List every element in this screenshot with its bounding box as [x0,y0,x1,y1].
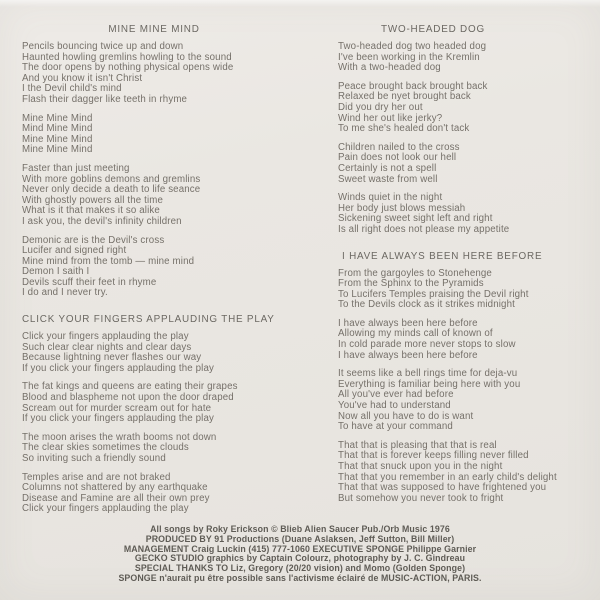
lyric-line: And you know it isn't Christ [22,72,143,84]
lyric-line: In cold parade more never stops to slow [338,339,516,351]
stanza [22,164,316,228]
song-title: I HAVE ALWAYS BEEN HERE BEFORE [342,250,543,262]
lyric-line: Sweet waste from well [338,173,438,185]
lyric-line: I've been working in the Kremlin [338,51,480,63]
lyric-line: Everything is familiar being here with you [338,378,521,390]
lyric-line: Children nailed to the cross [338,141,460,153]
song-title: CLICK YOUR FINGERS APPLAUDING THE PLAY [22,314,275,326]
credit-line: SPECIAL THANKS TO Liz, Gregory (20/20 vision) and Momo (Golden Sponge) [134,563,466,574]
lyric-line: Temples arise and are not braked [22,471,171,483]
lyric-line: I have always been here before [338,317,478,329]
lyric-line: Certainly is not a spell [338,162,437,174]
song-section [338,24,592,236]
lyric-line: Sickening sweet sight left and right [338,213,493,225]
lyric-line: Lucifer and signed right [22,245,127,257]
lyric-line: To the Devils clock as it strikes midnight [338,299,515,311]
lyric-line: That that is forever keeps filling never filled [338,450,529,462]
credit-line: PRODUCED BY 91 Productions (Duane Aslaksen, Jeff Sutton, Bill Miller) [145,533,455,544]
credit-line: All songs by Roky Erickson © Blieb Alien Saucer Pub./Orb Music 1976 [150,524,450,534]
lyric-line: If you click your fingers applauding the play [22,362,214,374]
credit-line: GECKO STUDIO graphics by Captain Colourz, photography by J. C. Gindreau [134,553,466,564]
lyric-line: With a two-headed dog [338,62,441,74]
lyric-line: Peace brought back brought back [338,80,488,92]
lyric-line: Faster than just meeting [22,162,130,174]
lyric-line: With ghostly powers all the time [22,194,164,206]
stanza [22,433,316,465]
lyric-line: I do and I never try. [22,287,108,299]
stanza [22,236,316,300]
lyric-line: Columns not shattered by any earthquake [22,482,208,494]
lyric-line: Mine Mine Mind [22,133,93,145]
lyric-line: Mine mind from the tomb — mine mind [22,255,195,267]
lyric-line: Wind her out like jerky? [338,112,443,124]
lyrics-column-right [338,24,592,504]
lyric-line: To have at your command [338,421,453,433]
lyric-line: Now all you have to do is want [338,410,474,422]
stanza [22,473,316,515]
lyric-line: Her body just blows messiah [338,202,466,214]
lyric-line: Mind Mine Mind [22,123,93,135]
lyric-line: I ask you, the devil's infinity children [22,215,182,227]
lyric-line: All you've ever had before [338,389,454,401]
lyric-line: Two-headed dog two headed dog [338,41,487,52]
stanza [338,193,592,235]
stanza [338,143,592,185]
lyric-line: From the gargoyles to Stonehenge [338,267,492,279]
lyric-line: That that snuck upon you in the night [338,461,503,472]
stanza [338,319,592,361]
lyric-line: To Lucifers Temples praising the Devil right [338,288,529,300]
lyric-line: Mine Mine Mind [22,112,93,124]
lyrics-column-left [22,24,316,515]
lyric-line: Winds quiet in the night [338,192,443,204]
lyric-line: Pain does not look our hell [338,152,457,164]
lyric-line: I the Devil child's mind [22,83,122,95]
lyric-line: Disease and Famine are all their own prey [22,492,210,504]
lyric-line: Because lightning never flashes our way [22,352,202,364]
stanza [338,82,592,135]
lyric-line: Such clear clear nights and clear days [22,341,192,353]
lyric-line: What is it that makes it so alike [22,205,160,217]
lyric-line: The door opens by nothing physical opens wide [22,62,234,74]
lyric-line: Relaxed be nyet brought back [338,91,471,103]
lyric-line: The moon arises the wrath booms not down [22,431,217,443]
lyric-line: That that is pleasing that that is real [338,439,497,451]
song-title: MINE MINE MIND [108,24,200,35]
lyric-line: So inviting such a friendly sound [22,453,166,464]
lyric-line: Flash their dagger like teeth in rhyme [22,93,188,105]
lyric-line: Did you dry her out [338,101,423,113]
lyric-line: Demon I saith I [22,266,90,278]
lyric-line: The clear skies sometimes the clouds [22,442,189,454]
lyric-line: Is all right does not please my appetite [338,223,510,235]
credit-line: MANAGEMENT Craig Luckin (415) 777-1060 EXECUTIVE SPONGE Philippe Garnier [123,543,477,554]
lyric-line: Mine Mine Mind [22,144,93,156]
lyric-line: Devils scuff their feet in rhyme [22,276,157,288]
lyric-line: I have always been here before [338,349,478,361]
lyric-line: Never only decide a death to life seance [22,184,201,196]
stanza [338,441,592,505]
lyric-line: Haunted howling gremlins howling to the sound [22,51,232,63]
lyric-line: It seems like a bell rings time for deja-vu [338,368,518,380]
stanza [22,332,316,374]
lyric-line: Allowing my minds call of known of [338,328,493,340]
lyric-line: To me she's healed don't tack [338,123,470,135]
lyric-line: The fat kings and queens are eating their grapes [22,381,238,393]
song-section [22,314,316,515]
stanza [22,42,316,106]
song-title: TWO-HEADED DOG [381,24,485,35]
stanza [338,269,592,311]
song-section [338,251,592,505]
stanza [338,42,592,74]
lyric-line: That that was supposed to have frightened you [338,482,547,494]
lyric-line: If you click your fingers applauding the play [22,413,214,425]
credits-block [0,525,600,584]
lyric-line: Click your fingers applauding the play [22,503,189,515]
lyric-line: From the Sphinx to the Pyramids [338,278,484,290]
song-section [22,24,316,299]
credit-line: SPONGE n'aurait pu être possible sans l'activisme éclairé de MUSIC-ACTION, PARIS. [118,572,482,583]
lyric-line: You've had to understand [338,400,451,412]
stanza [22,114,316,156]
lyric-line: But somehow you never took to fright [338,492,504,504]
lyric-line: Pencils bouncing twice up and down [22,41,184,52]
lyric-line: Blood and blaspheme not upon the door draped [22,392,234,404]
lyric-line: With more goblins demons and gremlins [22,173,201,185]
lyric-line: Demonic are is the Devil's cross [22,234,165,246]
lyric-line: Scream out for murder scream out for hate [22,402,212,414]
lyric-line: Click your fingers applauding the play [22,331,189,343]
lyric-line: That that you remember in an early child's delight [338,471,557,483]
stanza [338,369,592,433]
stanza [22,382,316,424]
